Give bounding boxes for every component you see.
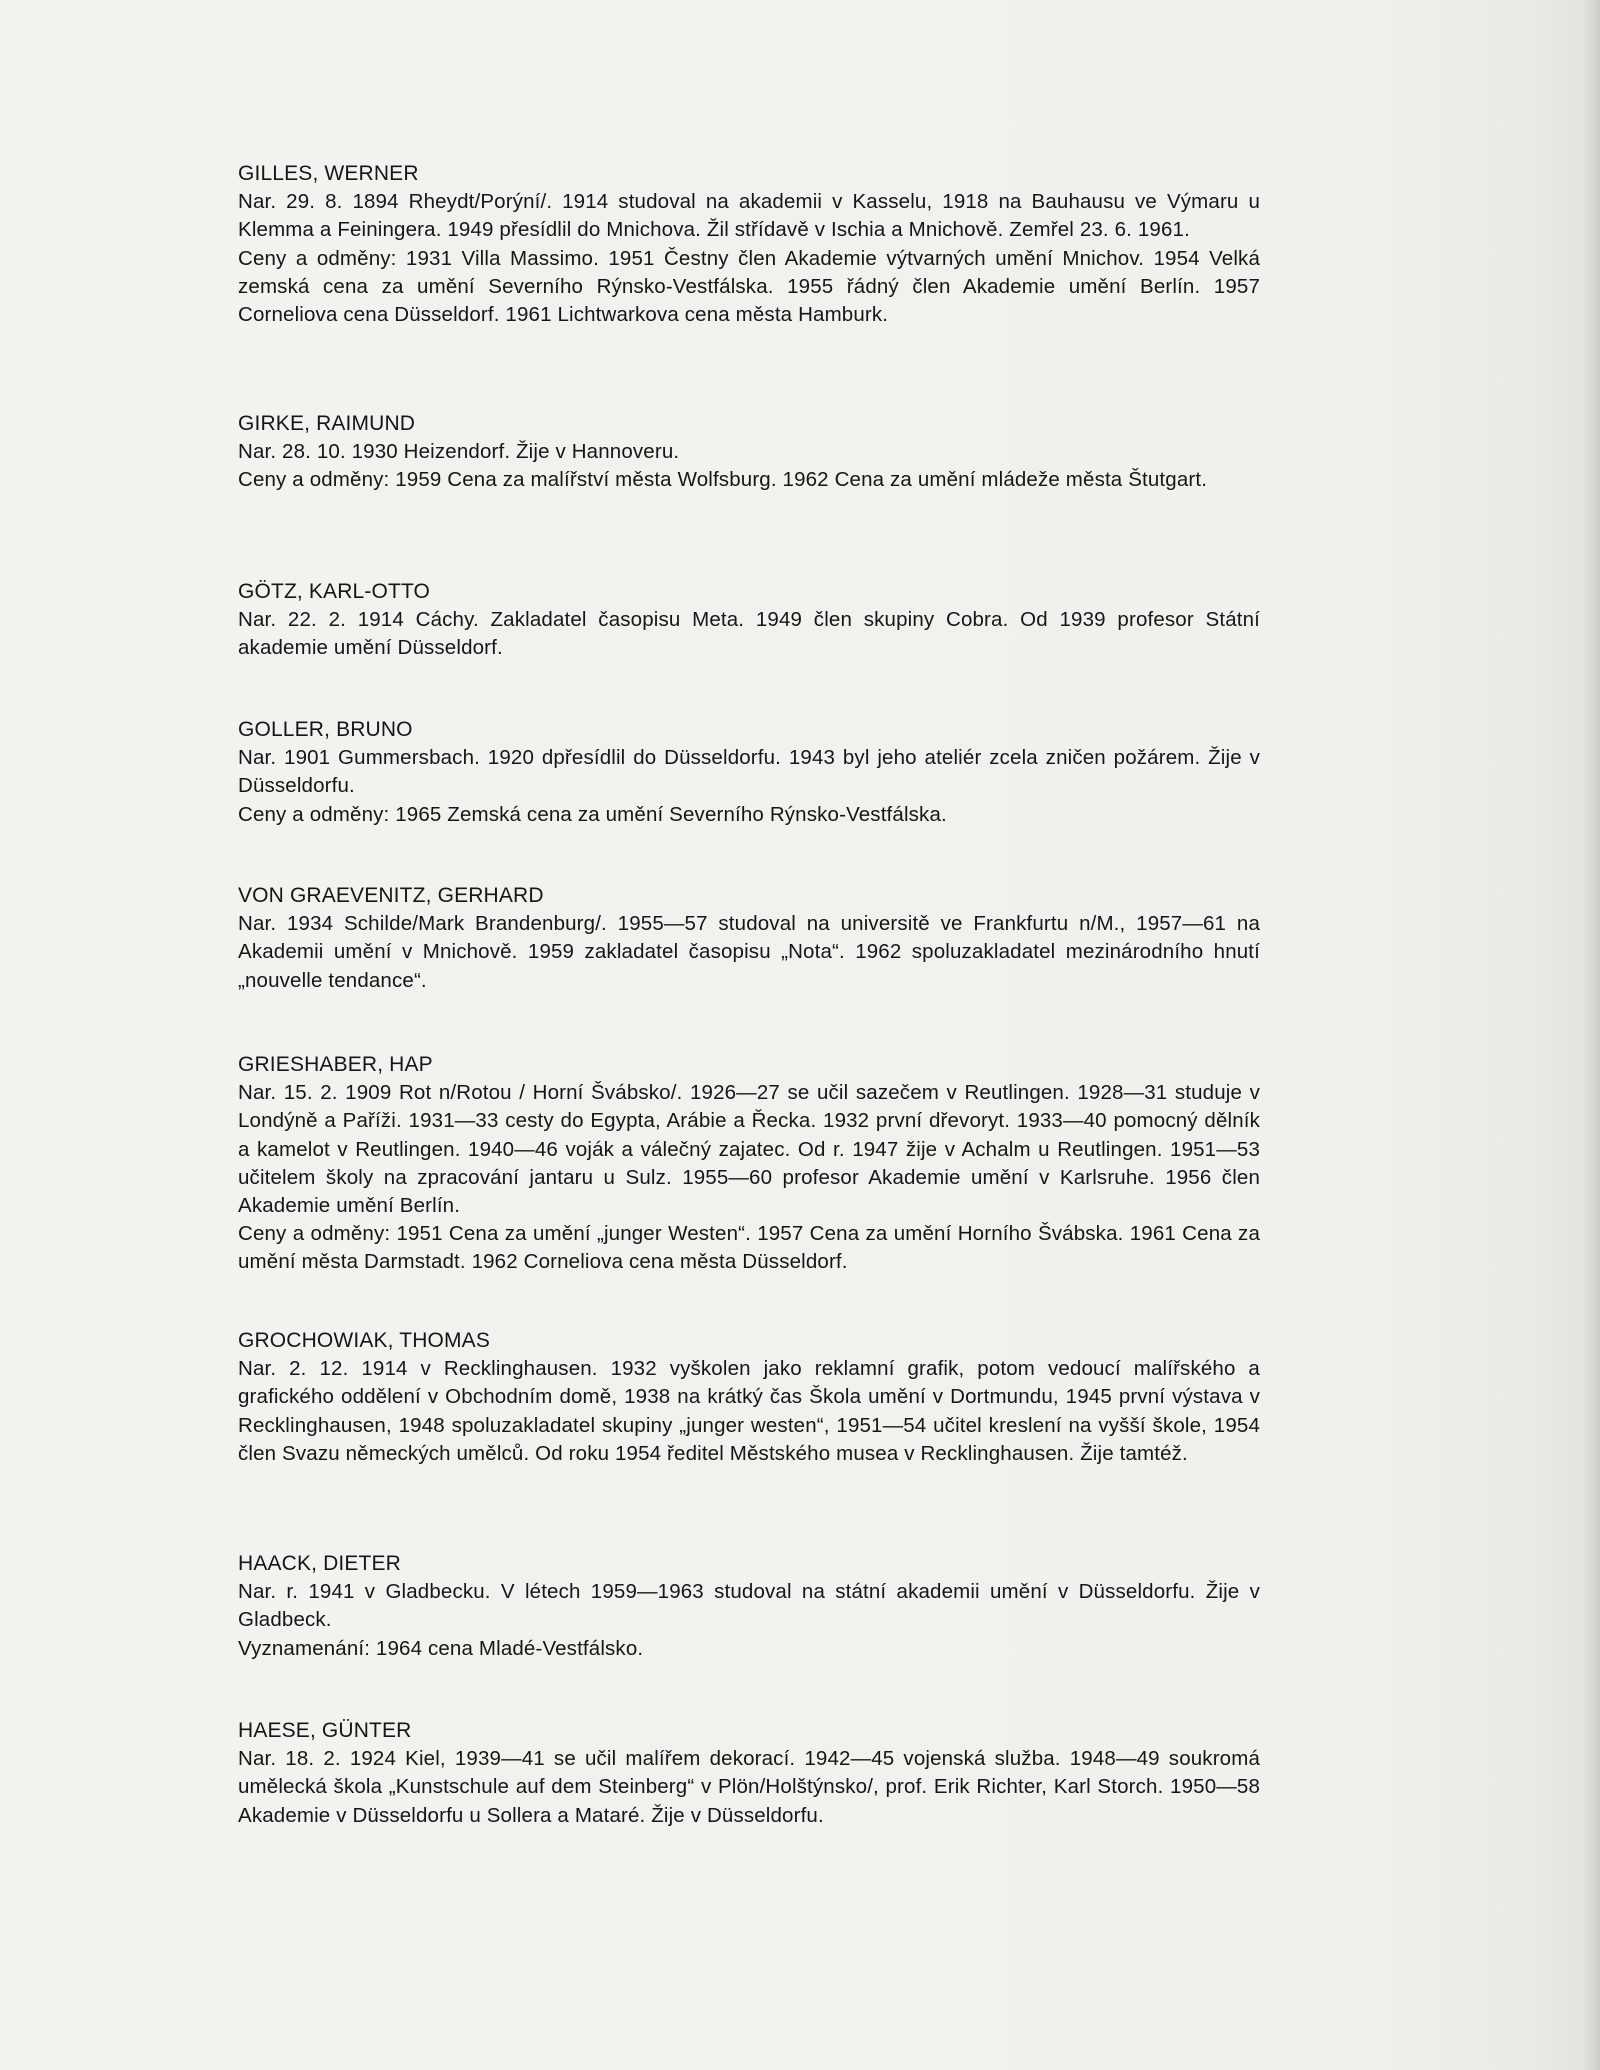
biography-entry-haese bbox=[238, 1717, 1260, 1830]
biography-entry-graevenitz bbox=[238, 882, 1260, 995]
page-edge-shadow bbox=[1582, 0, 1600, 2070]
entry-name: HAESE, GÜNTER bbox=[238, 1719, 412, 1742]
entry-text: Nar. 29. 8. 1894 Rheydt/Porýní/. 1914 studoval na akademii v Kasselu, 1918 na Bauhausu ve Výmaru u Klemma a Feiningera. 1949 přesídlil do Mnichova. Žil střídavě v Ischia a Mnichově. Zemřel 23. 6. 1961. bbox=[238, 190, 1260, 242]
biography-entry-gilles bbox=[238, 160, 1260, 329]
biography-entry-gotz bbox=[238, 578, 1260, 663]
entry-text: Nar. 1934 Schilde/Mark Brandenburg/. 1955—57 studoval na universitě ve Frankfurtu n/M., 1957—61 na Akademii umění v Mnichově. 1959 zakladatel časopisu „Nota“. 1962 spoluzakladatel mezinárodního hnutí „nouvelle tendance“. bbox=[238, 912, 1260, 992]
entry-name: GROCHOWIAK, THOMAS bbox=[238, 1329, 490, 1352]
entry-name: VON GRAEVENITZ, GERHARD bbox=[238, 884, 544, 907]
entry-awards: Ceny a odměny: 1951 Cena za umění „junger Westen“. 1957 Cena za umění Horního Švábska. 1961 Cena za umění města Darmstadt. 1962 Corneliova cena města Düsseldorf. bbox=[238, 1222, 1260, 1274]
entry-name: GÖTZ, KARL-OTTO bbox=[238, 580, 431, 603]
entry-text: Nar. 2. 12. 1914 v Recklinghausen. 1932 vyškolen jako reklamní grafik, potom vedoucí malířského a grafického oddělení v Obchodním domě, 1938 na krátký čas Škola umění v Dortmundu, 1945 první výstava v Recklinghausen, 1948 spoluzakladatel skupiny „junger westen“, 1951—54 učitel kreslení na vyšší škole, 1954 člen Svazu německých umělců. Od roku 1954 ředitel Městského musea v Recklinghausen. Žije tamtéž. bbox=[238, 1357, 1260, 1465]
entry-awards: Vyznamenání: 1964 cena Mladé-Vestfálsko. bbox=[238, 1636, 644, 1660]
entry-text: Nar. 22. 2. 1914 Cáchy. Zakladatel časopisu Meta. 1949 člen skupiny Cobra. Od 1939 profesor Státní akademie umění Düsseldorf. bbox=[238, 608, 1260, 660]
entry-text: Nar. 18. 2. 1924 Kiel, 1939—41 se učil malířem dekorací. 1942—45 vojenská služba. 1948—49 soukromá umělecká škola „Kunstschule auf dem Steinberg“ v Plön/Holštýnsko/, prof. Erik Richter, Karl Storch. 1950—58 Akademie v Düsseldorfu u Sollera a Mataré. Žije v Düsseldorfu. bbox=[238, 1747, 1260, 1827]
biography-entry-goller bbox=[238, 716, 1260, 829]
biography-entry-girke bbox=[238, 410, 1260, 495]
entry-name: GOLLER, BRUNO bbox=[238, 718, 413, 741]
biography-entry-grieshaber bbox=[238, 1051, 1260, 1277]
entry-text: Nar. r. 1941 v Gladbecku. V létech 1959—1963 studoval na státní akademii umění v Düsseldorfu. Žije v Gladbeck. bbox=[238, 1580, 1260, 1632]
entry-awards: Ceny a odměny: 1965 Zemská cena za umění Severního Rýnsko-Vestfálska. bbox=[238, 802, 947, 826]
biography-entry-grochowiak bbox=[238, 1327, 1260, 1468]
entry-text: Nar. 1901 Gummersbach. 1920 dpřesídlil do Düsseldorfu. 1943 byl jeho ateliér zcela zničen požárem. Žije v Düsseldorfu. bbox=[238, 746, 1260, 798]
entry-awards: Ceny a odměny: 1959 Cena za malířství města Wolfsburg. 1962 Cena za umění mládeže města Štutgart. bbox=[238, 468, 1208, 492]
entry-awards: Ceny a odměny: 1931 Villa Massimo. 1951 Čestny člen Akademie výtvarných umění Mnichov. 1954 Velká zemská cena za umění Severního Rýnsko-Vestfálska. 1955 řádný člen Akademie umění Berlín. 1957 Corneliova cena Düsseldorf. 1961 Lichtwarkova cena města Hamburk. bbox=[238, 246, 1260, 327]
entry-name: HAACK, DIETER bbox=[238, 1552, 401, 1575]
entry-name: GRIESHABER, HAP bbox=[238, 1053, 433, 1076]
biography-entry-haack bbox=[238, 1550, 1260, 1663]
entry-name: GILLES, WERNER bbox=[238, 162, 419, 185]
entry-text: Nar. 28. 10. 1930 Heizendorf. Žije v Hannoveru. bbox=[238, 440, 680, 464]
entry-text: Nar. 15. 2. 1909 Rot n/Rotou / Horní Švábsko/. 1926—27 se učil sazečem v Reutlingen. 1928—31 studuje v Londýně a Paříži. 1931—33 cesty do Egypta, Arábie a Řecka. 1932 první dřevoryt. 1933—40 pomocný dělník a kamelot v Reutlingen. 1940—46 voják a válečný zajatec. Od r. 1947 žije v Achalm u Reutlingen. 1951—53 učitelem školy na zpracování jantaru u Sulz. 1955—60 profesor Akademie umění v Karlsruhe. 1956 člen Akademie umění Berlín. bbox=[238, 1081, 1260, 1218]
entry-name: GIRKE, RAIMUND bbox=[238, 412, 416, 435]
